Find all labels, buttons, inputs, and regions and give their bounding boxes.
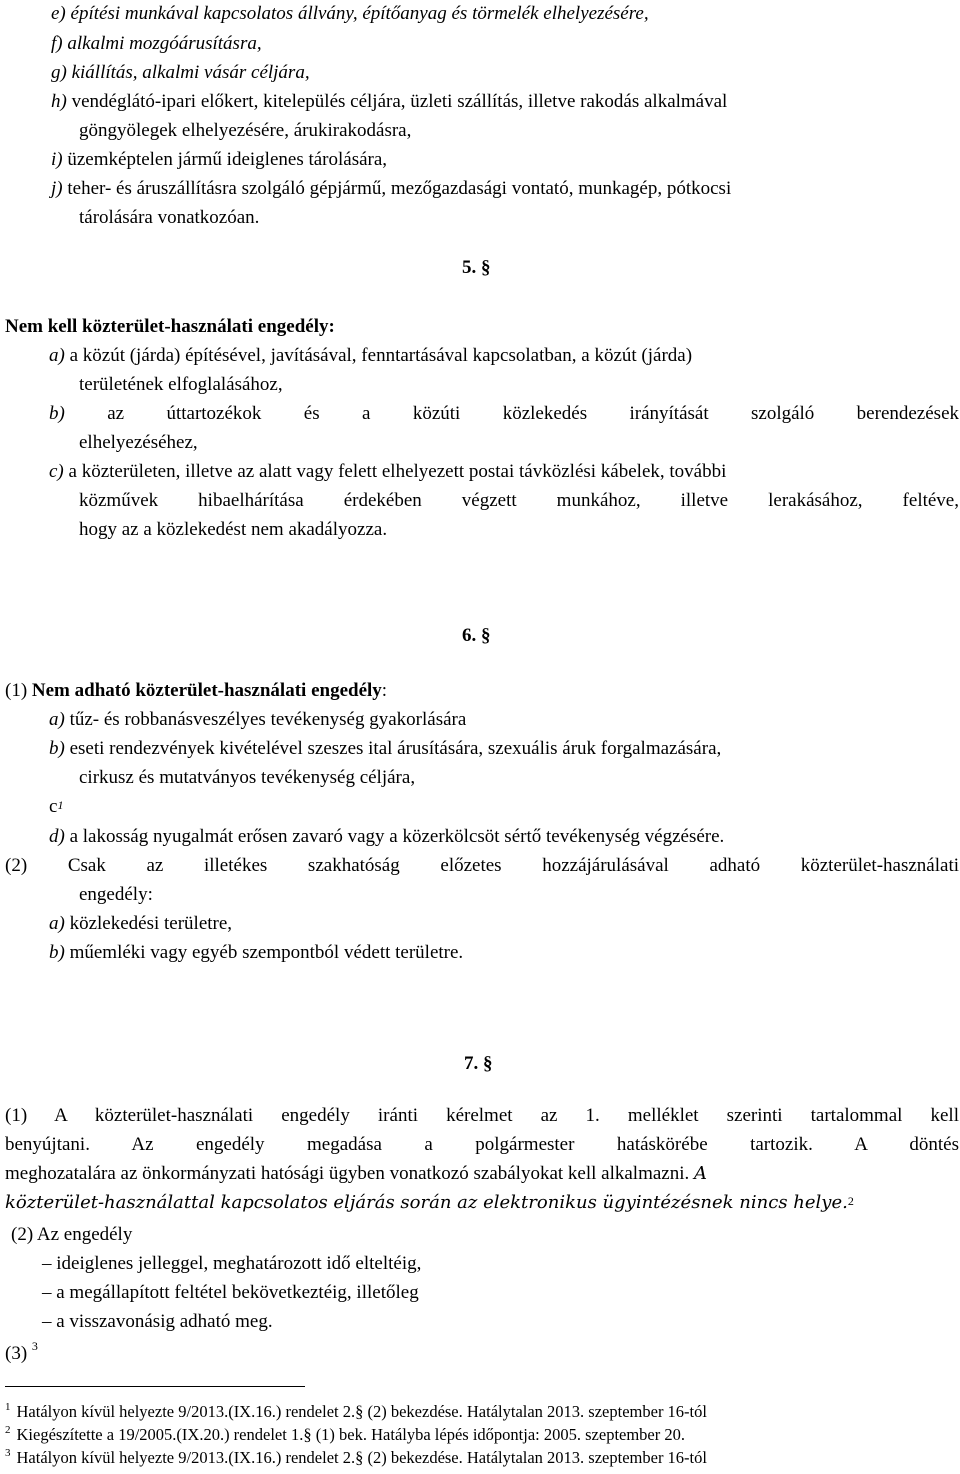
- footnote-text: Hatályon kívül helyezte 9/2013.(IX.16.) rendelet 2.§ (2) bekezdése. Hatálytalan 2013. szeptember 16-tól: [16, 1402, 707, 1421]
- section-5-heading: 5. §: [462, 257, 491, 278]
- item-text: a közút (járda) építésével, javításával, fenntartásával kapcsolatban, a közút (járda): [69, 345, 693, 366]
- item-text: műemléki vagy egyéb szempontból védett területre.: [69, 942, 464, 963]
- item-letter: c): [49, 461, 64, 482]
- item-text: az úttartozékok és a közúti közlekedés irányítását szolgáló berendezések: [107, 403, 960, 424]
- s6-p1-bold: Nem adható közterület-használati engedély: [31, 680, 382, 701]
- item-text: vendéglátó-ipari előkert, kitelepülés céljára, üzleti szállítás, illetve rakodás alkalmával: [71, 91, 728, 112]
- item-letter: c: [49, 796, 58, 817]
- paragraph-number: (1): [5, 680, 28, 701]
- footnote-number: 2: [5, 1424, 11, 1436]
- footnote-text: Hatályon kívül helyezte 9/2013.(IX.16.) rendelet 2.§ (2) bekezdése. Hatálytalan 2013. szeptember 16-tól: [16, 1448, 707, 1467]
- footnote-ref[interactable]: 1: [57, 798, 64, 812]
- footnote-2: [5, 1425, 685, 1447]
- s7-line-1: [5, 1104, 959, 1128]
- item-letter: e): [51, 3, 66, 24]
- s5-item-b: [49, 402, 959, 426]
- s5-item-b-cont: elhelyezéséhez,: [79, 432, 198, 453]
- item-letter: b): [49, 403, 65, 424]
- item-text: eseti rendezvények kivételével szeszes ital árusítására, szexuális áruk forgalmazására,: [69, 738, 722, 759]
- section-7-heading: 7. §: [464, 1053, 493, 1074]
- item-text: alkalmi mozgóárusításra,: [67, 33, 262, 54]
- s7-line-4-italic: közterület-használattal kapcsolatos eljárás során az elektronikus ügyintézésnek nincs helye.: [5, 1192, 848, 1213]
- s6-item-c: [49, 795, 63, 819]
- item-letter: a): [49, 709, 65, 730]
- item-letter: f): [51, 33, 63, 54]
- s7-dash-1: – ideiglenes jelleggel, meghatározott idő elteltéig,: [42, 1253, 422, 1274]
- s6-item-b-cont: cirkusz és mutatványos tevékenység céljára,: [79, 767, 416, 788]
- item-text: teher- és áruszállításra szolgáló gépjármű, mezőgazdasági vontató, munkagép, pótkocsi: [67, 178, 732, 199]
- s7-line-3-text: meghozatalára az önkormányzati hatósági ügyben vonatkozó szabályokat kell alkalmazni.: [5, 1163, 690, 1184]
- s7-line-2: [5, 1133, 959, 1157]
- item-i: [51, 148, 387, 172]
- s7-line-3: [5, 1162, 707, 1186]
- s6-item-a: [49, 708, 466, 732]
- item-letter: i): [51, 149, 63, 170]
- s7-line-4: [5, 1191, 854, 1215]
- item-g: [51, 61, 310, 85]
- footnote-separator: [5, 1386, 305, 1387]
- s5-item-b-line: [49, 402, 959, 426]
- item-h: [51, 90, 727, 114]
- s6-p2-line: [5, 854, 959, 878]
- item-text: kiállítás, alkalmi vásár céljára,: [71, 62, 310, 83]
- item-letter: a): [49, 345, 65, 366]
- section-5-lead: Nem kell közterület-használati engedély:: [5, 316, 335, 337]
- s6-p2-item-b: [49, 941, 463, 965]
- s6-p2-text: Csak az illetékes szakhatóság előzetes hozzájárulásával adható közterület-használati: [67, 855, 959, 876]
- footnote-3: [5, 1448, 707, 1470]
- s6-p2-item-a: [49, 912, 232, 936]
- s7-dash-2: – a megállapított feltétel bekövetkeztéig, illetőleg: [42, 1282, 419, 1303]
- s7-line-1-text: (1) A közterület-használati engedély iránti kérelmet az 1. melléklet szerinti tartalommal kell: [5, 1105, 959, 1126]
- item-e: [51, 2, 649, 26]
- footnote-number: 1: [5, 1401, 11, 1413]
- s5-item-c-cont1-text: közművek hibaelhárítása érdekében végzett munkához, illetve lerakásához, feltéve,: [79, 490, 959, 511]
- s7-p3: [5, 1339, 38, 1366]
- item-j-cont: tárolására vonatkozóan.: [79, 207, 260, 228]
- item-letter: b): [49, 942, 65, 963]
- section-6-heading: 6. §: [462, 625, 491, 646]
- footnote-text: Kiegészítette a 19/2005.(IX.20.) rendelet 1.§ (1) bek. Hatályba lépés időpontja: 2005. szeptember 20.: [16, 1425, 685, 1444]
- paragraph-number: (3): [5, 1343, 28, 1364]
- footnote-number: 3: [5, 1447, 11, 1459]
- footnote-ref[interactable]: 3: [31, 1339, 38, 1353]
- item-text: közlekedési területre,: [69, 913, 233, 934]
- s6-p1: (1) Nem adható közterület-használati engedély:: [5, 680, 388, 701]
- item-j: [51, 177, 731, 201]
- s6-item-d: [49, 825, 724, 849]
- s7-p2: (2) Az engedély: [11, 1224, 133, 1245]
- s7-dash-3: – a visszavonásig adható meg.: [42, 1311, 273, 1332]
- footnote-ref[interactable]: 2: [847, 1194, 854, 1208]
- s6-p2: [5, 854, 959, 878]
- paragraph-number: (2): [5, 855, 28, 876]
- item-letter: g): [51, 62, 67, 83]
- item-text: a közterületen, illetve az alatt vagy felett elhelyezett postai távközlési kábelek, további: [68, 461, 727, 482]
- s6-item-b: [49, 737, 721, 761]
- item-letter: d): [49, 826, 65, 847]
- item-text: építési munkával kapcsolatos állvány, építőanyag és törmelék elhelyezésére,: [70, 3, 649, 24]
- s5-item-c: [49, 460, 726, 484]
- item-text: a lakosság nyugalmát erősen zavaró vagy a közerkölcsöt sértő tevékenység végzésére.: [69, 826, 725, 847]
- s6-p2-cont: engedély:: [79, 884, 153, 905]
- s7-line-2-text: benyújtani. Az engedély megadása a polgármester hatáskörébe tartozik. A döntés: [5, 1134, 959, 1155]
- s5-item-a-cont: területének elfoglalásához,: [79, 374, 283, 395]
- item-letter: j): [51, 178, 63, 199]
- s5-item-c-cont1: [79, 489, 959, 513]
- item-letter: h): [51, 91, 67, 112]
- item-letter: a): [49, 913, 65, 934]
- s5-item-a: [49, 344, 692, 368]
- s7-line-3-italic: A: [694, 1163, 708, 1184]
- item-f: [51, 32, 262, 56]
- footnote-1: [5, 1402, 707, 1424]
- item-text: tűz- és robbanásveszélyes tevékenység gyakorlására: [69, 709, 467, 730]
- item-letter: b): [49, 738, 65, 759]
- item-text: üzemképtelen jármű ideiglenes tárolására,: [67, 149, 388, 170]
- item-h-cont: göngyölegek elhelyezésére, árukirakodásra,: [79, 120, 412, 141]
- s5-item-c-cont2: hogy az a közlekedést nem akadályozza.: [79, 519, 388, 540]
